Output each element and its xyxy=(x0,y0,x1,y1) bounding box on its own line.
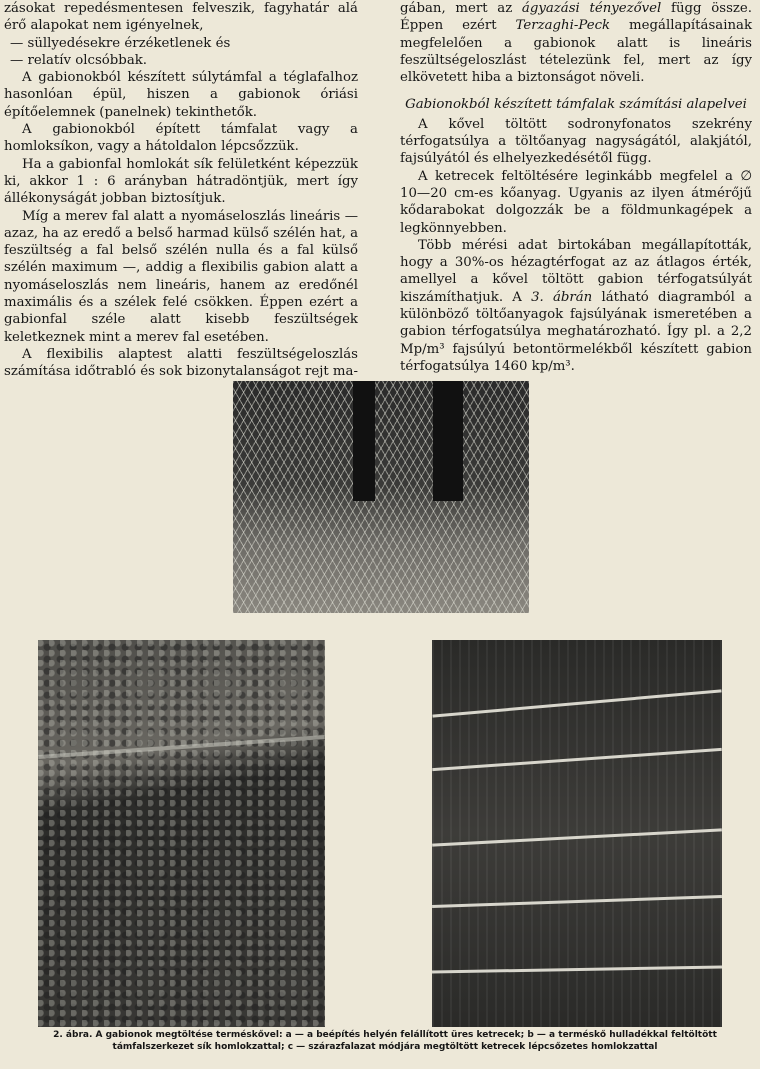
figure-caption: 2. ábra. A gabionok megtöltése terméskővel: a — a beépítés helyén felállított üres ketrecek; b — a terméskő hulladékkal feltöltött támfalszerkezet sík homlokzattal; c — szárazfalazat módjára megtöltött ketrecek lépcsőzetes homlokzattal xyxy=(53,1030,717,1052)
photo-detail xyxy=(432,965,722,973)
right-paragraph-2: A kővel töltött sodronyfonatos szekrény térfogatsúlya a töltőanyag nagyságától, alakjától, fajsúlyától és elhelyezkedésétől függ. xyxy=(400,116,752,167)
photo-empty-cages xyxy=(233,381,529,613)
right-paragraph-3: A ketrecek feltöltésére leginkább megfelel a ∅ 10—20 cm-es kőanyag. Ugyanis az ilyen átmérőjű kődarabokat dolgozzák be a földmunkagépek a legkönnyebben. xyxy=(400,168,752,236)
figure-reference: 3. ábrán xyxy=(531,289,593,305)
italic-term: ágyazási tényezővel xyxy=(521,1,662,16)
photo-stepped-face xyxy=(432,640,722,1027)
photo-detail xyxy=(432,748,722,771)
left-paragraph-4: Ha a gabionfal homlokát sík felületként képezzük ki, akkor 1 : 6 arányban hátradöntjük, mert így állékonyságát jobban biztosítjuk. xyxy=(4,156,358,207)
photo-post xyxy=(353,381,375,501)
text-run: függ össze. Éppen ezért xyxy=(400,1,752,34)
photo-post xyxy=(433,381,463,501)
left-paragraph-2: A gabionokból készített súlytámfal a téglafalhoz hasonlóan épül, hiszen a gabionok óriási építőelemnek (panelnek) tekinthetők. xyxy=(4,70,358,120)
list-item: — süllyedésekre érzéketlenek és xyxy=(10,35,231,51)
right-paragraph-1 xyxy=(400,0,752,86)
left-paragraph-5: Míg a merev fal alatt a nyomáseloszlás lineáris — azaz, ha az eredő a belső harmad külső szélén hat, a feszültség a fal belső szélén nulla és a fal külső szélén maximum —, addig a flexibilis gabion alatt a nyomáseloszlás nem lineáris, hanem az eredőnél maximális és a szélek felé csökken. Éppen ezért a gabionfal széle alatt kisebb feszültségek keletkeznek mint a merev fal esetében. xyxy=(4,208,358,345)
section-heading: Gabionokból készített támfalak számítási alapelvei xyxy=(405,97,747,113)
photo-detail xyxy=(432,895,722,908)
left-paragraph-6: A flexibilis alaptest alatti feszültségeloszlás számítása időtrabló és sok bizonytalanságot rejt ma- xyxy=(4,346,358,380)
text-run: Több mérési adat birtokában megállapították, hogy a 30%-os hézagtérfogat az az átlagos érték, amellyel a kővel töltött gabion térfogatsúlyát kiszámíthatjuk. A xyxy=(400,237,752,305)
left-paragraph-3: A gabionokból épített támfalat vagy a homloksíkon, vagy a hátoldalon lépcsőzzük. xyxy=(4,122,358,155)
left-text-column xyxy=(4,0,358,381)
photo-detail xyxy=(38,735,325,759)
left-paragraph-1: zásokat repedésmentesen felveszik, fagyhatár alá érő alapokat nem igényelnek, xyxy=(4,1,358,34)
text-run: gában, mert az xyxy=(400,1,522,16)
text-run: megállapításainak megfelelően a gabionok alatt is lineáris feszültségeloszlást tételezünk fel, mert az így elkövetett hiba a biztonságot növeli. xyxy=(400,18,752,86)
photo-detail xyxy=(432,689,721,717)
advantages-list xyxy=(4,35,358,70)
right-paragraph-4 xyxy=(400,237,752,375)
right-text-column xyxy=(400,0,752,375)
italic-author: Terzaghi-Peck xyxy=(515,18,611,34)
list-item: — relatív olcsóbbak. xyxy=(10,52,148,68)
photo-detail xyxy=(432,828,722,846)
photo-filled-flat-face xyxy=(38,640,325,1027)
text-run: látható diagramból a különböző töltőanyagok fajsúlyának ismeretében a gabion térfogatsúlya meghatározható. Így pl. a 2,2 Mp/m³ fajsúlyú betontörmelékből készített gabion térfogatsúlya 1460 kp/m³. xyxy=(400,289,752,374)
